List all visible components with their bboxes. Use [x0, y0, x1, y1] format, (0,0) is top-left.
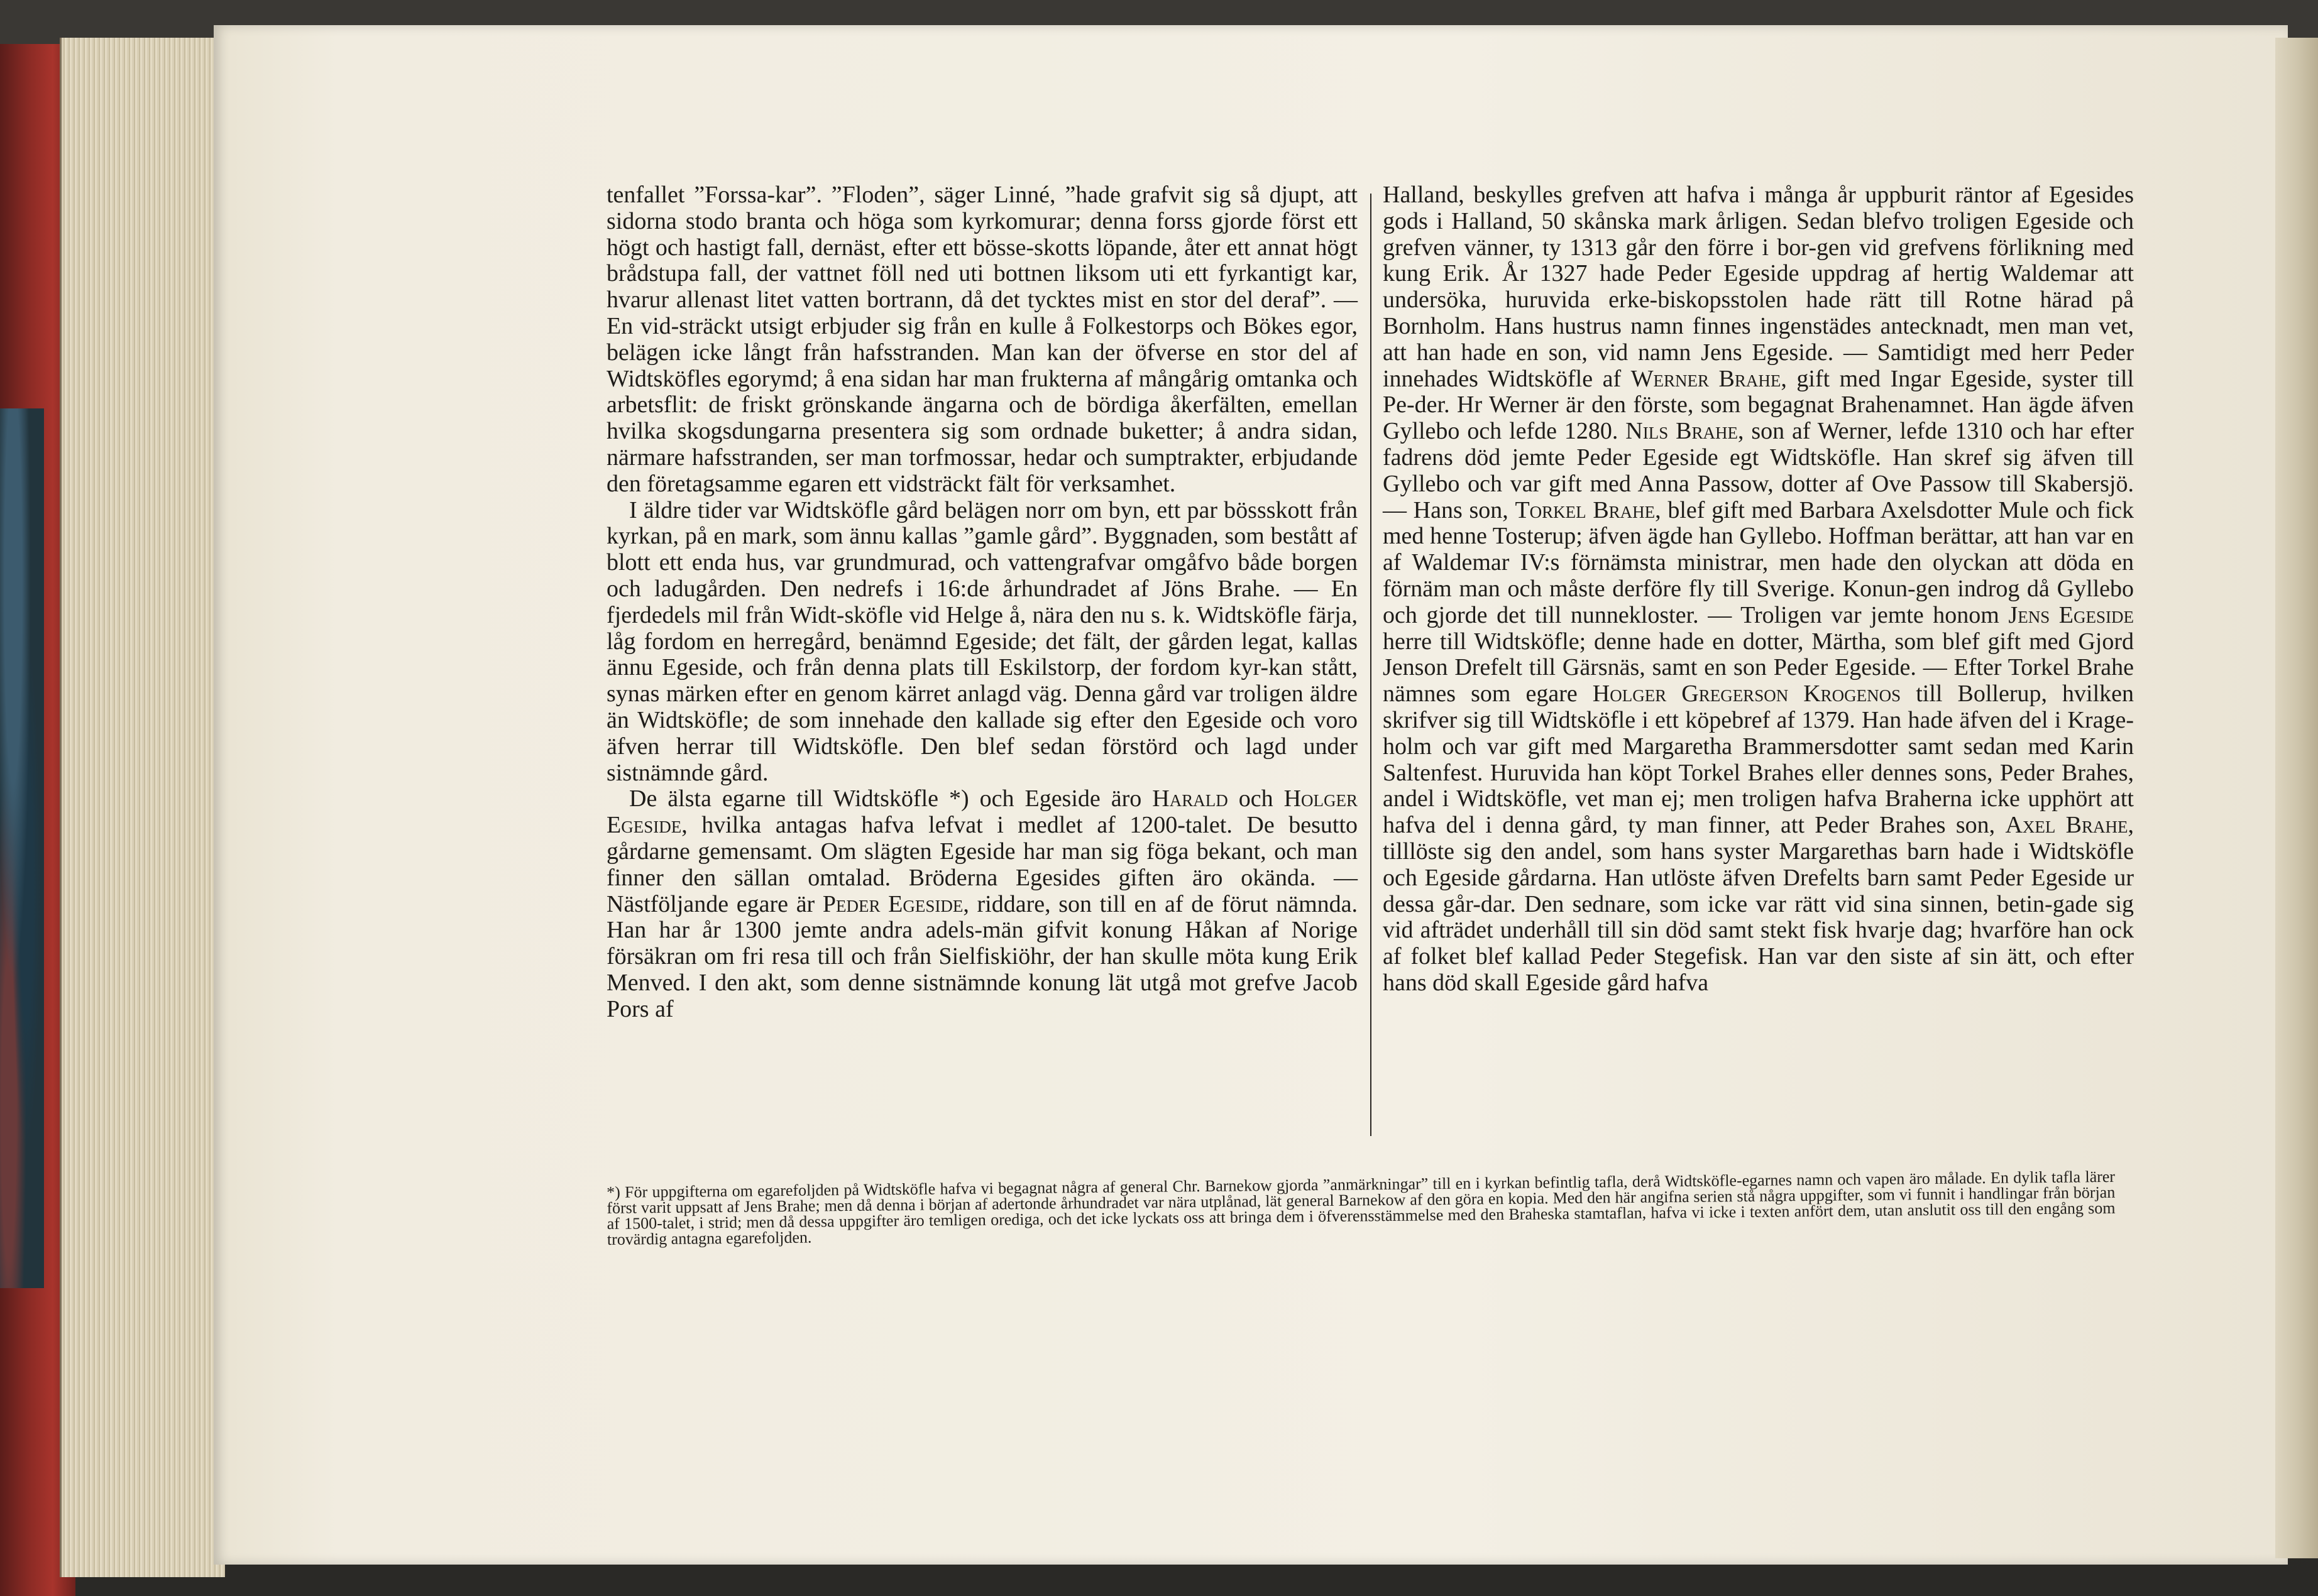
text-run: , hvilka antagas hafva lefvat i medlet af 1200-talet. De besutto gårdarne gemensamt. Om slägten Egeside har man sig föga bekant, och man finner den sällan omtalad. Bröderna Egesides giften äro okända. — Nästföljande egare är: [607, 812, 1358, 917]
paragraph: [1383, 182, 2134, 997]
name-smallcaps: Nils Brahe: [1625, 418, 1738, 445]
name-smallcaps: Harald: [1152, 785, 1228, 812]
text-run: , blef gift med Barbara Axelsdotter Mule och fick med henne Tosterup; äfven ägde han Gyllebo. Hoffman berättar, att han var en af Waldemar IV:s förnämsta ministrar, men hade den olyckan att döda en förnäm man och måste derföre fly till Sverige. Konun-gen indrog då Gyllebo och gjorde det till nunnekloster. — Troligen var jemte honom: [1383, 496, 2134, 628]
column-divider: [1370, 194, 1371, 1136]
left-column: [607, 182, 1358, 1023]
name-smallcaps: Jens Egeside: [2008, 601, 2134, 628]
name-smallcaps: Peder Egeside: [822, 890, 964, 917]
text-run: Halland, beskylles grefven att hafva i många år uppburit räntor af Egesides gods i Halland, 50 skånska mark årligen. Sedan blefvo troligen Egeside och grefven vänner, ty 1313 går den förre i bor-gen vid grefvens förlikning med kung Erik. År 1327 hade Peder Egeside uppdrag af hertig Waldemar att undersöka, huruvida erke-biskopsstolen hade rätt till Rotne härad på Bornholm. Hans hustrus namn finnes ingenstädes antecknadt, men man vet, att han hade en son, vid namn Jens Egeside. — Samtidigt med herr Peder innehades Widtsköfle af: [1383, 182, 2134, 392]
text-run: till Bollerup, hvilken skrifver sig till Widtsköfle i ett köpebref af 1379. Han hade äfven del i Krage-holm och var gift med Margaretha Brammersdotter samt sedan med Karin Saltenfest. Huruvida han köpt Torkel Brahes eller dennes sons, Peder Brahes, andel i Widtsköfle, vet man ej; men troligen hafva Braherna icke upphört att hafva del i denna gård, ty man finner, att Peder Brahes son,: [1383, 680, 2134, 839]
name-smallcaps: Werner Brahe: [1630, 365, 1781, 392]
text-run: , tilllöste sig den andel, som hans syster Margarethas barn hade i Widtsköfle och Egeside gårdarna. Han utlöste äfven Drefelts barn samt Peder Egeside ur dessa går-dar. Den sednare, som icke var rätt vid sina sinnen, betin-gade sig vid afträdet underhåll till sin död samt stekt fisk hvarje dag; hvarföre han ock af folket blef kallad Peder Stegefisk. Han var den siste af sin ätt, och efter hans död skall Egeside gård hafva: [1383, 812, 2134, 996]
text-run: De älsta egarne till Widtsköfle *) och Egeside äro: [629, 785, 1153, 812]
footnote: *) För uppgifterna om egarefoljden på Widtsköfle hafva vi begagnat några af general Chr. Barnekow gjorda ”anmärkningar” till en i kyrkan befintlig tafla, derå Widtsköfle-egarnes namn och vapen äro målade. En dylik tafla lärer först varit uppsatt af Jens Brahe; men då denna i början af adertonde århundradet var nära utplånad, lät general Barnekow af den göra en kopia. Med den här angifna serien stå några uppgifter, som vi funnit i handlingar från början af 1500-talet, i strid; men då dessa uppgifter äro temligen orediga, och det icke lyckats oss att bringa dem i öfverensstämmelse med den Braheska stamtaflan, hafva vi icke i texten anfört dem, utan anslutit oss till den engång som trovärdig antagna egarefoljden.: [606, 1167, 2116, 1249]
paragraph: I äldre tider var Widtsköfle gård belägen norr om byn, ett par bössskott från kyrkan, på en mark, som ännu kallas ”gamle gård”. Byggnaden, som bestått af blott ett enda hus, var grundmurad, och vattengrafvar omgåfvo både borgen och ladugården. Den nedrefs i 16:de århundradet af Jöns Brahe. — En fjerdedels mil från Widt-sköfle vid Helge å, nära den nu s. k. Widtsköfle färja, låg fordom en herregård, benämnd Egeside; det fält, der gården legat, kallas ännu Egeside, och från denna plats till Eskilstorp, der fordom kyr-kan stått, synas märken efter en genom kärret anlagd väg. Denna gård var troligen äldre än Widtsköfle; de som innehade den kallade sig efter den Egeside och voro äfven herrar till Widtsköfle. Den blef sedan förstörd och lagd under sistnämnde gård.: [607, 496, 1358, 786]
text-run: herre till Widtsköfle; denne hade en dotter, Märtha, som blef gift med Gjord Jenson Drefelt till Gärsnäs, samt en son Peder Egeside. — Efter Torkel Brahe nämnes som egare: [1383, 628, 2134, 708]
text-run: , riddare, son till en af de förut nämnda. Han har år 1300 jemte andra adels-män gifvit konung Håkan af Norige försäkran om fri resa till och från Sielfiskiöhr, der han skulle möta kung Erik Menved. I den akt, som denne sistnämnde konung lät utgå mot grefve Jacob Pors af: [607, 890, 1358, 1022]
name-smallcaps: Holger Egeside: [607, 785, 1358, 839]
text-run: och: [1228, 785, 1284, 812]
right-column: [1383, 182, 2134, 997]
marbled-endpaper: [0, 408, 44, 1288]
paragraph: tenfallet ”Forssa-kar”. ”Floden”, säger Linné, ”hade grafvit sig så djupt, att sidorna stodo branta och höga som kyrkomurar; denna forss gjorde först ett högt och hastigt fall, dernäst, efter ett bösse-skotts löpande, åter ett annat högt brådstupa fall, der vattnet föll ned uti bottnen liksom uti ett fyrkantigt kar, hvarur allenast litet vatten bortrann, då det tycktes mist en stor del deraf”. — En vid-sträckt utsigt erbjuder sig från en kulle å Folkestorps och Bökes egor, belägen icke långt från hafsstranden. Man kan der öfverse en stor del af Widtsköfles egorymd; å ena sidan har man frukterna af mångårig omtanka och arbetsflit: de friskt grönskande ängarna och de bördiga åkerfälten, emellan hvilka skogsdungarna presentera sig som ordnade buketter; å andra sidan, närmare hafsstranden, ser man torfmossar, hedar och sumptrakter, erbjudande den företagsamme egaren ett vidsträckt fält för verksamhet.: [607, 182, 1358, 497]
page-right-edge: [2275, 38, 2318, 1558]
name-smallcaps: Axel Brahe: [2005, 812, 2128, 839]
page-edges: [60, 38, 225, 1577]
text-run: , son af Werner, lefde 1310 och har efter fadrens död jemte Peder Egeside egt Widtsköfle. Han skref sig äfven till Gyllebo och var gift med Anna Passow, dotter af Ove Passow till Skabersjö. — Hans son,: [1383, 418, 2134, 523]
name-smallcaps: Holger Gregerson Krogenos: [1592, 680, 1901, 708]
paragraph: [607, 786, 1358, 1022]
text-run: , gift med Ingar Egeside, syster till Pe-der. Hr Werner är den förste, som begagnat Brahenamnet. Han ägde äfven Gyllebo och lefde 1280.: [1383, 365, 2134, 445]
name-smallcaps: Torkel Brahe: [1515, 496, 1656, 523]
